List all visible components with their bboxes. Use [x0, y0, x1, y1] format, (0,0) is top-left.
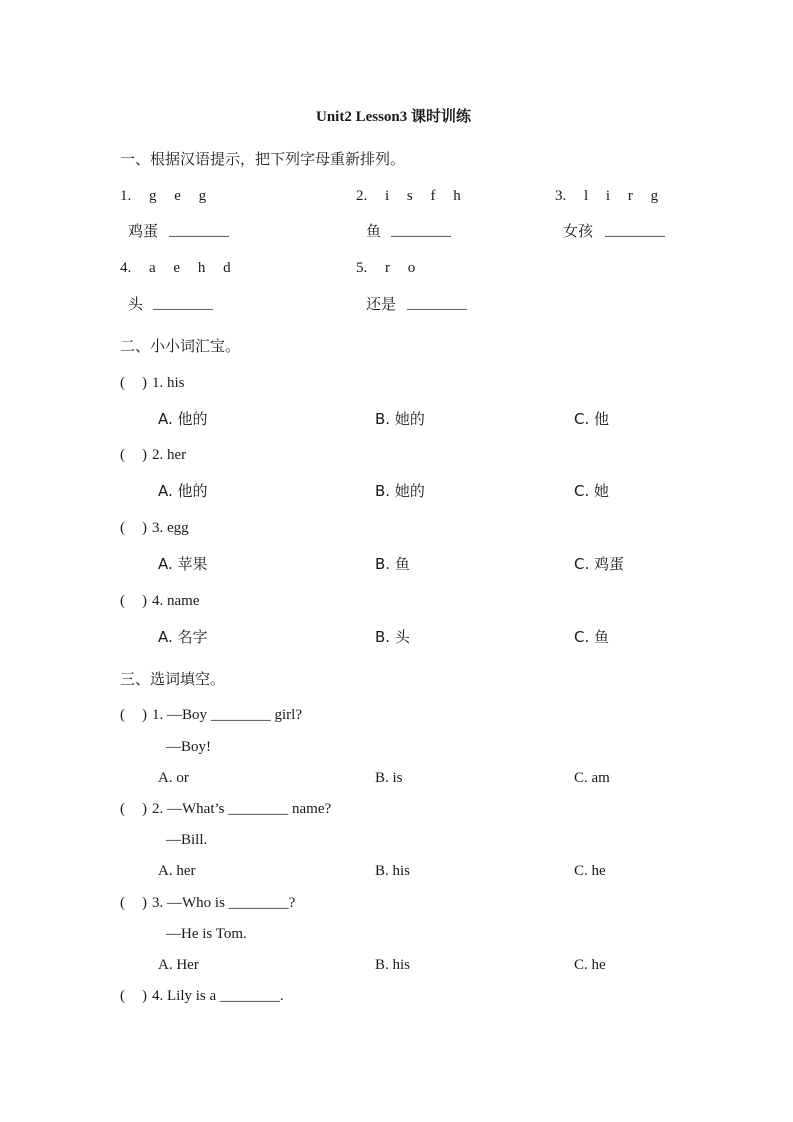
vocab-3-option-a[interactable]: A. 苹果 [158, 555, 208, 573]
fill-2-response: —Bill. [166, 832, 208, 848]
vocab-1-option-a[interactable]: A. 他的 [158, 410, 208, 428]
fill-1-option-b[interactable]: B. is [375, 770, 403, 786]
item-4-hint: 头 [128, 295, 144, 313]
fill-question-4: 4. Lily is a ________. [152, 988, 284, 1004]
answer-paren-close: ) [142, 895, 147, 911]
item-2-blank[interactable]: ________ [391, 223, 451, 239]
fill-3-option-a[interactable]: A. Her [158, 957, 199, 973]
fill-3-response: —He is Tom. [166, 926, 247, 942]
fill-2-option-c[interactable]: C. he [574, 863, 606, 879]
fill-question-1: 1. —Boy ________ girl? [152, 707, 302, 723]
answer-paren-close: ) [142, 520, 147, 536]
fill-2-option-b[interactable]: B. his [375, 863, 411, 879]
section-1-heading: 一、根据汉语提示，把下列字母重新排列。 [120, 150, 406, 168]
vocab-4-option-c[interactable]: C. 鱼 [574, 628, 610, 646]
item-4-letters: 4. a e h d [120, 260, 231, 276]
fill-3-option-c[interactable]: C. he [574, 957, 606, 973]
section-2-heading: 二、小小词汇宝。 [120, 337, 241, 355]
answer-paren-open: ( [120, 593, 125, 609]
item-3-letters: 3. l i r g [555, 188, 659, 204]
item-4-blank[interactable]: ________ [153, 296, 213, 312]
answer-paren-open: ( [120, 375, 125, 391]
item-5-blank[interactable]: ________ [407, 296, 467, 312]
item-1-hint: 鸡蛋 [128, 222, 159, 240]
fill-2-option-a[interactable]: A. her [158, 863, 196, 879]
answer-paren-close: ) [142, 593, 147, 609]
vocab-question-3: 3. egg [152, 520, 189, 536]
item-1-blank[interactable]: ________ [169, 223, 229, 239]
answer-paren-open: ( [120, 447, 125, 463]
section-3-heading: 三、选词填空。 [120, 670, 226, 688]
vocab-3-option-c[interactable]: C. 鸡蛋 [574, 555, 625, 573]
fill-1-option-a[interactable]: A. or [158, 770, 189, 786]
item-3-hint: 女孩 [563, 222, 594, 240]
vocab-4-option-a[interactable]: A. 名字 [158, 628, 208, 646]
vocab-2-option-a[interactable]: A. 他的 [158, 482, 208, 500]
vocab-question-2: 2. her [152, 447, 187, 463]
answer-paren-close: ) [142, 707, 147, 723]
answer-paren-open: ( [120, 801, 125, 817]
vocab-1-option-b[interactable]: B. 她的 [375, 410, 425, 428]
fill-1-response: —Boy! [166, 739, 211, 755]
answer-paren-close: ) [142, 447, 147, 463]
item-3-blank[interactable]: ________ [605, 223, 665, 239]
vocab-4-option-b[interactable]: B. 头 [375, 628, 410, 646]
item-2-letters: 2. i s f h [356, 188, 461, 204]
page-title: Unit2 Lesson3 课时训练 [316, 109, 472, 125]
vocab-question-4: 4. name [152, 593, 200, 609]
vocab-2-option-c[interactable]: C. 她 [574, 482, 610, 500]
answer-paren-close: ) [142, 801, 147, 817]
answer-paren-open: ( [120, 988, 125, 1004]
answer-paren-close: ) [142, 988, 147, 1004]
vocab-question-1: 1. his [152, 375, 185, 391]
vocab-3-option-b[interactable]: B. 鱼 [375, 555, 410, 573]
answer-paren-open: ( [120, 707, 125, 723]
vocab-2-option-b[interactable]: B. 她的 [375, 482, 425, 500]
answer-paren-open: ( [120, 895, 125, 911]
answer-paren-open: ( [120, 520, 125, 536]
item-2-hint: 鱼 [366, 222, 382, 240]
answer-paren-close: ) [142, 375, 147, 391]
item-5-letters: 5. r o [356, 260, 416, 276]
item-5-hint: 还是 [366, 295, 397, 313]
vocab-1-option-c[interactable]: C. 他 [574, 410, 610, 428]
fill-1-option-c[interactable]: C. am [574, 770, 610, 786]
fill-question-3: 3. —Who is ________? [152, 895, 296, 911]
item-1-letters: 1. g e g [120, 188, 207, 204]
fill-question-2: 2. —What’s ________ name? [152, 801, 332, 817]
fill-3-option-b[interactable]: B. his [375, 957, 411, 973]
